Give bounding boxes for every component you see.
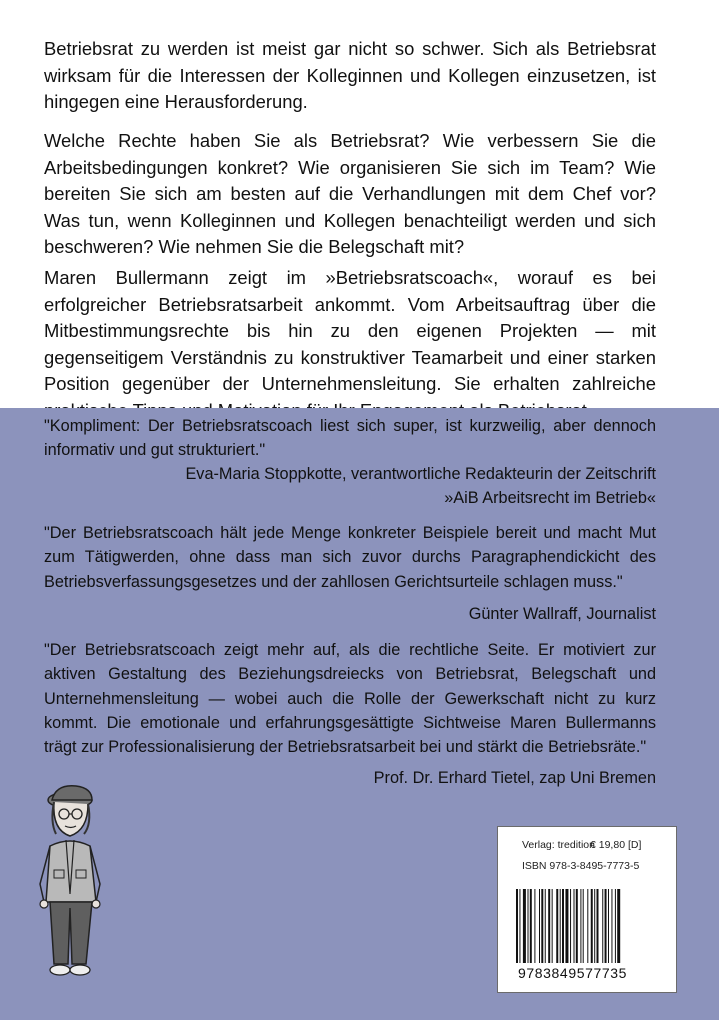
publisher-label: Verlag: tredition bbox=[522, 839, 595, 851]
intro-paragraph-3: Maren Bullermann zeigt im »Betriebsratscoach«, worauf es bei erfolgreicher Betriebsratsarbeit ankommt. Vom Arbeitsauftrag über die Mitbestimmungsrechte bis hin zu den eigenen Projekten — mit gegenseitigem Verständnis zu konstruktiver Teamarbeit und einer starken Position gegenüber der Unternehmensleitung. Sie erhalten zahlreiche bbox=[44, 267, 656, 395]
barcode-bar bbox=[530, 889, 532, 963]
barcode-bar bbox=[602, 889, 603, 963]
barcode-bar bbox=[560, 889, 561, 963]
quote-3: "Der Betriebsratscoach zeigt mehr auf, als die rechtliche Seite. Er motiviert zur aktiven Gestaltung des Beziehungsdreiecks von Betriebsrat, Belegschaft und Unternehmensleitung — wobei auch die Rolle der Gewerkschaft nicht zu kurz kommt. Die emotionale und erfahrungsgesättigte Sichtweise Maren Bullermanns trägt zur Professionalisierung der Betriebsratsarbeit bei und stärkt die Betriebsräte." bbox=[44, 641, 656, 757]
barcode-bar bbox=[574, 889, 575, 963]
description-panel bbox=[0, 0, 719, 408]
barcode-bar bbox=[556, 889, 558, 963]
quote-1-attribution-line-1: Eva-Maria Stoppkotte, verantwortliche Redakteurin der Zeitschrift bbox=[185, 465, 656, 483]
barcode-bar bbox=[587, 889, 588, 963]
barcode-bar bbox=[576, 889, 578, 963]
barcode-bar bbox=[516, 889, 518, 963]
barcode-bar bbox=[597, 889, 599, 963]
barcode-bar bbox=[534, 889, 535, 963]
barcode-bar bbox=[594, 889, 595, 963]
barcode-bar bbox=[608, 889, 609, 963]
quote-2-attribution: Günter Wallraff, Journalist bbox=[468, 605, 656, 623]
quote-1: "Kompliment: Der Betriebsratscoach liest sich super, ist kurzweilig, aber dennoch informativ und gut strukturiert." bbox=[44, 417, 656, 460]
barcode-bar bbox=[591, 889, 593, 963]
cartoon-woman-illustration bbox=[26, 784, 116, 980]
barcode-bar bbox=[519, 889, 520, 963]
barcode-bar bbox=[580, 889, 581, 963]
quote-1-attribution-line-2: »AiB Arbeitsrecht im Betrieb« bbox=[444, 489, 656, 508]
barcode-bar bbox=[541, 889, 543, 963]
barcode-bar bbox=[615, 889, 616, 963]
barcode-bar bbox=[548, 889, 550, 963]
barcode-bar bbox=[565, 889, 568, 963]
barcode-bar bbox=[605, 889, 607, 963]
barcode-bar bbox=[528, 889, 529, 963]
quote-2: "Der Betriebsratscoach hält jede Menge konkreter Beispiele bereit und macht Mut zum Tätigwerden, ohne dass man sich zuvor durchs Paragraphendickicht des Betriebsverfassungsgesetzes und der zahllosen Gerichtsurteile schlagen muss." bbox=[44, 524, 656, 591]
barcode-bar bbox=[570, 889, 571, 963]
barcode-bar bbox=[523, 889, 526, 963]
barcode-box bbox=[497, 826, 677, 993]
barcode-bar bbox=[545, 889, 546, 963]
barcode-digits: 9783849577735 bbox=[518, 965, 628, 981]
barcode-bar bbox=[562, 889, 564, 963]
barcode-bar bbox=[611, 889, 612, 963]
barcode-bar bbox=[583, 889, 584, 963]
quote-3-attribution: Prof. Dr. Erhard Tietel, zap Uni Bremen bbox=[373, 769, 656, 787]
barcode-bar bbox=[617, 889, 620, 963]
barcode-bar bbox=[539, 889, 540, 963]
barcode-bar bbox=[552, 889, 553, 963]
isbn-label: ISBN 978-3-8495-7773-5 bbox=[522, 860, 640, 872]
intro-paragraph-1: Betriebsrat zu werden ist meist gar nicht so schwer. Sich als Betriebsrat wirksam für die Interessen der Kolleginnen und Kollegen einzusetzen, ist hingegen eine Herausforderung. bbox=[44, 38, 656, 113]
quote-1-attribution bbox=[185, 462, 656, 511]
intro-paragraph-2: Welche Rechte haben Sie als Betriebsrat? Wie verbessern Sie die Arbeitsbedingungen konkret? Wie organisieren Sie sich im Team? Wie bereiten Sie sich am besten auf die Verhandlungen mit dem Chef vor? Was tun, wenn Kolleginnen und Kollegen benachteiligt werden und sich beschweren? Wie nehmen Sie die Belegschaft mit? bbox=[44, 130, 656, 258]
price-label: € 19,80 [D] bbox=[590, 839, 642, 851]
barcode-bars bbox=[516, 889, 652, 963]
